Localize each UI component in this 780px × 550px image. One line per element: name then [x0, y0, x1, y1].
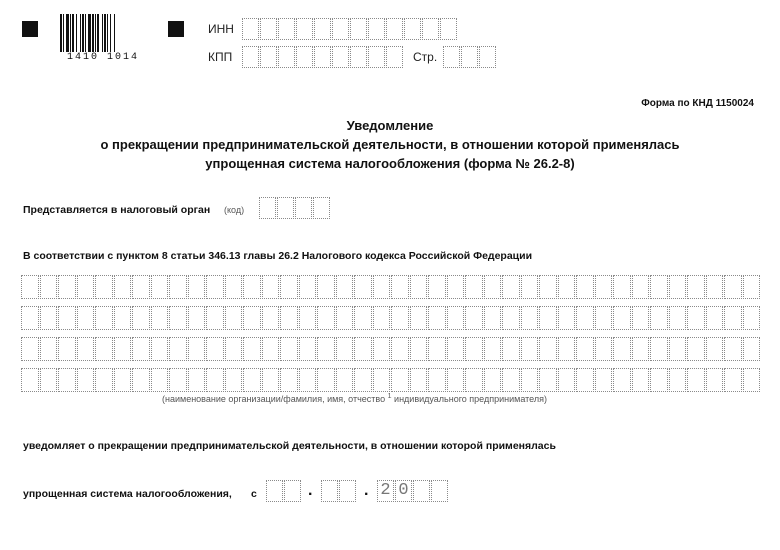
input-cell[interactable]	[443, 46, 460, 68]
input-cell[interactable]	[278, 18, 295, 40]
input-cell[interactable]	[743, 306, 761, 330]
input-cell[interactable]	[724, 275, 742, 299]
input-cell[interactable]	[280, 337, 298, 361]
input-cell[interactable]	[447, 368, 465, 392]
input-cell[interactable]	[114, 275, 132, 299]
input-cell[interactable]	[373, 337, 391, 361]
registration-marker-right	[168, 21, 184, 37]
input-cell[interactable]	[465, 368, 483, 392]
input-cell[interactable]	[336, 337, 354, 361]
input-cell[interactable]	[613, 275, 631, 299]
input-cell[interactable]	[539, 306, 557, 330]
input-cell[interactable]	[465, 275, 483, 299]
input-cell[interactable]	[632, 368, 650, 392]
input-cell[interactable]	[243, 368, 261, 392]
input-cell[interactable]	[613, 368, 631, 392]
input-cell[interactable]	[354, 368, 372, 392]
input-cell[interactable]	[169, 306, 187, 330]
input-cell[interactable]	[428, 275, 446, 299]
date-from-label: с	[251, 488, 257, 500]
input-cell[interactable]	[669, 368, 687, 392]
input-cell[interactable]	[151, 337, 169, 361]
input-cell[interactable]	[242, 46, 259, 68]
input-cell[interactable]	[206, 337, 224, 361]
input-cell[interactable]	[724, 337, 742, 361]
input-cell[interactable]	[386, 18, 403, 40]
input-cell[interactable]	[484, 306, 502, 330]
input-cell[interactable]	[558, 337, 576, 361]
input-cell[interactable]	[317, 306, 335, 330]
input-cell[interactable]	[404, 18, 421, 40]
input-cell[interactable]	[422, 18, 439, 40]
input-cell[interactable]	[266, 480, 283, 502]
input-cell[interactable]	[539, 368, 557, 392]
kpp-label: КПП	[208, 50, 233, 64]
name-caption-after: индивидуального предпринимателя)	[394, 394, 547, 404]
input-cell[interactable]	[447, 306, 465, 330]
kpp-field[interactable]	[242, 46, 404, 68]
inn-label: ИНН	[208, 22, 234, 36]
input-cell[interactable]	[479, 46, 496, 68]
input-cell[interactable]	[743, 275, 761, 299]
input-cell[interactable]	[428, 368, 446, 392]
date-separator-1: .	[308, 482, 313, 499]
input-cell[interactable]	[58, 275, 76, 299]
input-cell[interactable]	[373, 368, 391, 392]
input-cell[interactable]	[521, 275, 539, 299]
input-cell[interactable]	[262, 275, 280, 299]
year-digit-2[interactable]: 0	[395, 480, 412, 502]
barcode-bars	[60, 14, 146, 52]
input-cell[interactable]	[669, 275, 687, 299]
input-cell[interactable]	[299, 337, 317, 361]
tax-authority-label: Представляется в налоговый орган	[23, 204, 211, 216]
page-number-field[interactable]	[443, 46, 497, 68]
input-cell[interactable]	[558, 368, 576, 392]
input-cell[interactable]	[669, 337, 687, 361]
input-cell[interactable]	[77, 337, 95, 361]
input-cell[interactable]	[502, 337, 520, 361]
input-cell[interactable]	[313, 197, 330, 219]
form-code: Форма по КНД 1150024	[641, 98, 754, 109]
input-cell[interactable]	[225, 337, 243, 361]
input-cell[interactable]	[277, 197, 294, 219]
input-cell[interactable]	[95, 337, 113, 361]
input-cell[interactable]	[40, 337, 58, 361]
legal-basis-text: В соответствии с пунктом 8 статьи 346.13 главы 26.2 Налогового кодекса Российской Федерации	[23, 250, 533, 262]
input-cell[interactable]	[632, 275, 650, 299]
input-cell[interactable]	[632, 306, 650, 330]
input-cell[interactable]	[687, 337, 705, 361]
input-cell[interactable]	[188, 337, 206, 361]
input-cell[interactable]	[350, 46, 367, 68]
day-field[interactable]	[266, 480, 302, 502]
input-cell[interactable]	[502, 275, 520, 299]
input-cell[interactable]	[225, 306, 243, 330]
input-cell[interactable]	[58, 368, 76, 392]
input-cell[interactable]	[40, 275, 58, 299]
input-cell[interactable]	[484, 275, 502, 299]
input-cell[interactable]	[21, 368, 39, 392]
input-cell[interactable]	[595, 368, 613, 392]
input-cell[interactable]	[521, 368, 539, 392]
input-cell[interactable]	[391, 306, 409, 330]
input-cell[interactable]	[576, 368, 594, 392]
input-cell[interactable]	[368, 46, 385, 68]
input-cell[interactable]	[132, 275, 150, 299]
input-cell[interactable]	[260, 18, 277, 40]
input-cell[interactable]	[95, 275, 113, 299]
input-cell[interactable]	[391, 275, 409, 299]
input-cell[interactable]	[428, 306, 446, 330]
input-cell[interactable]	[336, 368, 354, 392]
input-cell[interactable]	[465, 306, 483, 330]
input-cell[interactable]	[242, 18, 259, 40]
input-cell[interactable]	[743, 368, 761, 392]
input-cell[interactable]	[262, 337, 280, 361]
input-cell[interactable]	[332, 46, 349, 68]
input-cell[interactable]	[169, 368, 187, 392]
title-line-2: о прекращении предпринимательской деятельности, в отношении которой применялась	[100, 137, 680, 152]
input-cell[interactable]	[521, 306, 539, 330]
input-cell[interactable]	[280, 368, 298, 392]
input-cell[interactable]	[332, 18, 349, 40]
input-cell[interactable]	[169, 337, 187, 361]
name-caption-before: (наименование организации/фамилия, имя, отчество	[162, 394, 386, 404]
input-cell[interactable]	[447, 337, 465, 361]
input-cell[interactable]	[447, 275, 465, 299]
input-cell[interactable]	[743, 337, 761, 361]
input-cell[interactable]	[132, 368, 150, 392]
input-cell[interactable]	[206, 368, 224, 392]
input-cell[interactable]	[465, 337, 483, 361]
input-cell[interactable]	[440, 18, 457, 40]
input-cell[interactable]	[687, 306, 705, 330]
input-cell[interactable]	[260, 46, 277, 68]
input-cell[interactable]	[632, 337, 650, 361]
input-cell[interactable]	[539, 337, 557, 361]
year-digit-3[interactable]	[413, 480, 430, 502]
document-title	[30, 116, 750, 173]
name-caption	[162, 393, 547, 404]
input-cell[interactable]	[225, 275, 243, 299]
input-cell[interactable]	[706, 337, 724, 361]
input-cell[interactable]	[314, 18, 331, 40]
input-cell[interactable]	[314, 46, 331, 68]
input-cell[interactable]	[243, 337, 261, 361]
input-cell[interactable]	[410, 368, 428, 392]
input-cell[interactable]	[243, 275, 261, 299]
input-cell[interactable]	[354, 337, 372, 361]
input-cell[interactable]	[373, 275, 391, 299]
input-cell[interactable]	[576, 275, 594, 299]
input-cell[interactable]	[410, 275, 428, 299]
barcode	[60, 14, 146, 66]
input-cell[interactable]	[40, 306, 58, 330]
organization-name-row-1[interactable]	[21, 275, 761, 299]
year-digit-1[interactable]: 2	[377, 480, 394, 502]
input-cell[interactable]	[21, 275, 39, 299]
input-cell[interactable]	[339, 480, 356, 502]
input-cell[interactable]	[336, 275, 354, 299]
input-cell[interactable]	[373, 306, 391, 330]
inn-field[interactable]	[242, 18, 458, 40]
input-cell[interactable]	[502, 306, 520, 330]
input-cell[interactable]	[613, 337, 631, 361]
input-cell[interactable]	[262, 368, 280, 392]
input-cell[interactable]	[243, 306, 261, 330]
input-cell[interactable]	[188, 368, 206, 392]
input-cell[interactable]	[558, 306, 576, 330]
input-cell[interactable]	[650, 306, 668, 330]
input-cell[interactable]	[21, 337, 39, 361]
organization-name-row-3[interactable]	[21, 337, 761, 361]
input-cell[interactable]	[114, 306, 132, 330]
input-cell[interactable]	[354, 275, 372, 299]
organization-name-row-4[interactable]	[21, 368, 761, 392]
input-cell[interactable]	[169, 275, 187, 299]
input-cell[interactable]	[484, 337, 502, 361]
year-digit-4[interactable]	[431, 480, 448, 502]
input-cell[interactable]	[410, 337, 428, 361]
input-cell[interactable]	[21, 306, 39, 330]
input-cell[interactable]	[368, 18, 385, 40]
input-cell[interactable]	[595, 275, 613, 299]
input-cell[interactable]	[206, 275, 224, 299]
tax-authority-code-field[interactable]	[259, 197, 331, 219]
input-cell[interactable]	[613, 306, 631, 330]
input-cell[interactable]	[77, 368, 95, 392]
organization-name-row-2[interactable]	[21, 306, 761, 330]
input-cell[interactable]	[354, 306, 372, 330]
input-cell[interactable]	[259, 197, 276, 219]
date-separator-2: .	[364, 482, 369, 499]
input-cell[interactable]	[151, 368, 169, 392]
date-row-label: упрощенная система налогообложения,	[23, 488, 232, 500]
input-cell[interactable]	[539, 275, 557, 299]
input-cell[interactable]	[299, 306, 317, 330]
input-cell[interactable]	[151, 275, 169, 299]
input-cell[interactable]	[114, 337, 132, 361]
input-cell[interactable]	[114, 368, 132, 392]
input-cell[interactable]	[484, 368, 502, 392]
input-cell[interactable]	[391, 368, 409, 392]
input-cell[interactable]	[280, 306, 298, 330]
month-field[interactable]	[321, 480, 357, 502]
input-cell[interactable]	[95, 368, 113, 392]
input-cell[interactable]	[262, 306, 280, 330]
title-line-1: Уведомление	[346, 118, 434, 133]
input-cell[interactable]	[58, 337, 76, 361]
input-cell[interactable]	[278, 46, 295, 68]
input-cell[interactable]	[576, 337, 594, 361]
input-cell[interactable]	[188, 306, 206, 330]
input-cell[interactable]	[410, 306, 428, 330]
input-cell[interactable]	[299, 275, 317, 299]
page-label: Стр.	[413, 50, 438, 64]
input-cell[interactable]	[706, 306, 724, 330]
input-cell[interactable]	[296, 46, 313, 68]
input-cell[interactable]	[502, 368, 520, 392]
input-cell[interactable]	[225, 368, 243, 392]
notice-text: уведомляет о прекращении предпринимательской деятельности, в отношении которой применялась	[23, 440, 556, 452]
input-cell[interactable]	[706, 275, 724, 299]
input-cell[interactable]	[336, 306, 354, 330]
registration-marker-left	[22, 21, 38, 37]
input-cell[interactable]	[650, 275, 668, 299]
input-cell[interactable]	[669, 306, 687, 330]
tax-authority-code-hint: (код)	[224, 205, 245, 215]
input-cell[interactable]	[317, 368, 335, 392]
input-cell[interactable]	[650, 368, 668, 392]
input-cell[interactable]	[299, 368, 317, 392]
input-cell[interactable]	[40, 368, 58, 392]
input-cell[interactable]	[461, 46, 478, 68]
input-cell[interactable]	[650, 337, 668, 361]
input-cell[interactable]	[595, 337, 613, 361]
input-cell[interactable]	[77, 306, 95, 330]
barcode-number: 1410 1014	[66, 52, 139, 63]
footnote-marker: 1	[387, 393, 392, 400]
input-cell[interactable]	[558, 275, 576, 299]
input-cell[interactable]	[77, 275, 95, 299]
input-cell[interactable]	[350, 18, 367, 40]
input-cell[interactable]	[284, 480, 301, 502]
input-cell[interactable]	[317, 275, 335, 299]
input-cell[interactable]	[188, 275, 206, 299]
input-cell[interactable]	[595, 306, 613, 330]
input-cell[interactable]	[132, 337, 150, 361]
input-cell[interactable]	[687, 275, 705, 299]
input-cell[interactable]	[428, 337, 446, 361]
year-field[interactable]	[377, 480, 449, 502]
input-cell[interactable]	[206, 306, 224, 330]
barcode-bar	[115, 14, 117, 52]
input-cell[interactable]	[687, 368, 705, 392]
input-cell[interactable]	[724, 368, 742, 392]
input-cell[interactable]	[280, 275, 298, 299]
input-cell[interactable]	[321, 480, 338, 502]
input-cell[interactable]	[132, 306, 150, 330]
input-cell[interactable]	[296, 18, 313, 40]
input-cell[interactable]	[386, 46, 403, 68]
input-cell[interactable]	[706, 368, 724, 392]
input-cell[interactable]	[295, 197, 312, 219]
input-cell[interactable]	[317, 337, 335, 361]
input-cell[interactable]	[521, 337, 539, 361]
input-cell[interactable]	[576, 306, 594, 330]
input-cell[interactable]	[151, 306, 169, 330]
title-line-3: упрощенная система налогообложения (форма № 26.2-8)	[205, 156, 575, 171]
input-cell[interactable]	[95, 306, 113, 330]
input-cell[interactable]	[58, 306, 76, 330]
input-cell[interactable]	[724, 306, 742, 330]
input-cell[interactable]	[391, 337, 409, 361]
